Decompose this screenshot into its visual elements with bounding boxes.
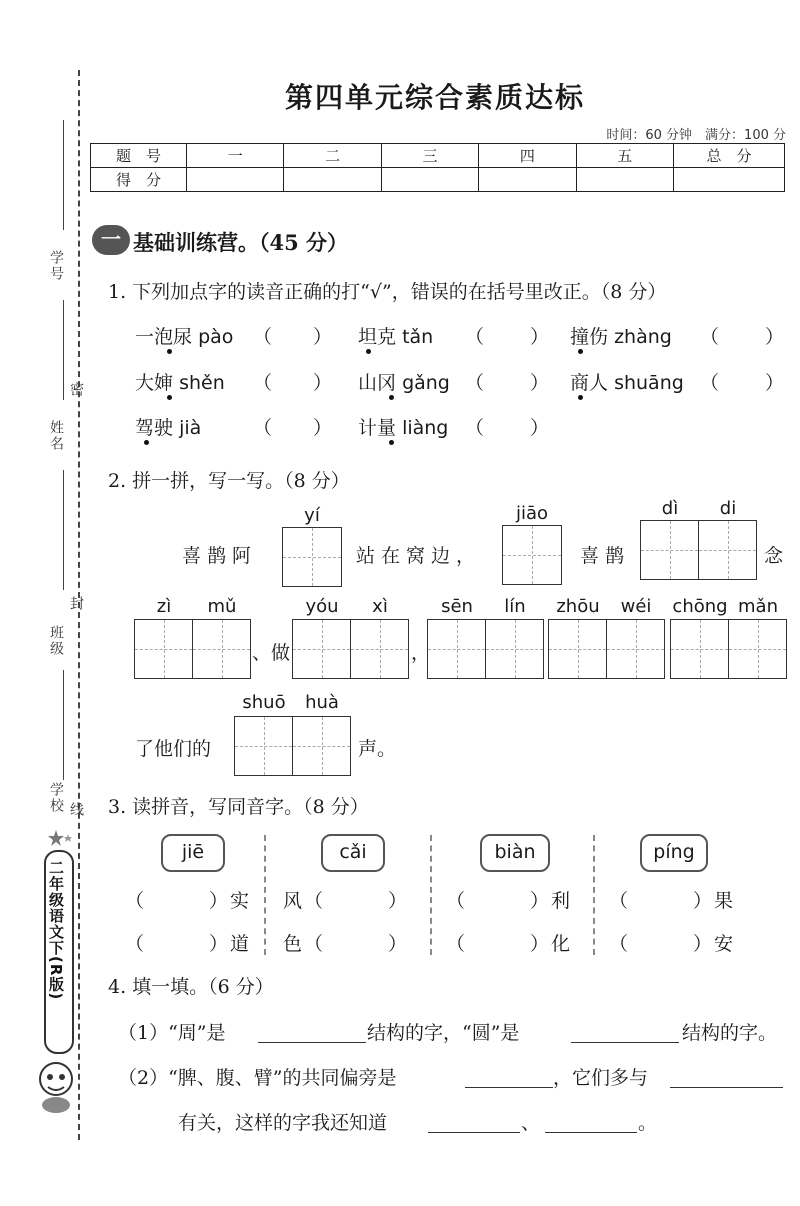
score-input-cell[interactable]	[576, 168, 673, 192]
q2-pinyin: sēn	[441, 596, 473, 617]
tianzige-box[interactable]	[606, 619, 665, 679]
q1-pinyin: shuāng	[614, 372, 684, 394]
q2-text: 声。	[358, 738, 397, 760]
label-xuehao: 学号	[48, 250, 64, 282]
tianzige-box[interactable]	[192, 619, 251, 679]
q1-paren: ）	[765, 372, 785, 394]
score-table	[90, 143, 785, 192]
page-title: 第四单元综合素质达标	[284, 81, 585, 114]
q2-text: 喜鹊	[580, 545, 631, 567]
q2-pinyin: chōng	[672, 596, 728, 617]
q1-paren: ）	[313, 417, 333, 439]
q1-word: 坦克	[358, 326, 397, 348]
q3-blank[interactable]: （ ）果	[609, 890, 736, 912]
q2-pinyin: jiāo	[515, 503, 549, 524]
tianzige-box[interactable]	[640, 520, 699, 580]
q4-blank-line[interactable]	[545, 1110, 637, 1133]
q1-paren: （	[465, 417, 485, 439]
q2-pinyin: mǎn	[738, 596, 778, 617]
score-header-cell: 五	[576, 144, 673, 168]
q3-pinyin-pill: cǎi	[321, 834, 385, 872]
q3-blank[interactable]: 风（ ）	[283, 890, 410, 912]
q3-blank[interactable]: （ ）利	[446, 890, 573, 912]
label-xuexiao: 学校	[48, 782, 64, 814]
q1-pinyin: zhàng	[614, 326, 672, 348]
name-line-top	[63, 300, 64, 400]
q2-pinyin: huà	[305, 692, 339, 713]
label-mi: 密	[68, 382, 84, 398]
emphasis-dot	[167, 395, 172, 400]
tianzige-box[interactable]	[502, 525, 562, 585]
q1-paren: ）	[313, 372, 333, 394]
score-header-cell: 一	[187, 144, 284, 168]
score-input-cell[interactable]	[187, 168, 284, 192]
q2-text: ，	[411, 642, 431, 664]
q2-text: 、做	[252, 642, 291, 664]
q4-text: （1）“周”是	[118, 1022, 226, 1044]
emphasis-dot	[578, 349, 583, 354]
q3-blank[interactable]: （ ）道	[125, 933, 252, 955]
emphasis-dot	[389, 440, 394, 445]
q2-pinyin: mǔ	[207, 596, 237, 617]
column-divider	[264, 835, 266, 955]
q1-word: 一泡尿	[135, 326, 193, 348]
score-input-cell[interactable]	[381, 168, 478, 192]
q1-paren: （	[253, 372, 273, 394]
emphasis-dot	[578, 395, 583, 400]
q4-text: 、	[521, 1112, 541, 1134]
tianzige-box[interactable]	[670, 619, 729, 679]
section-badge: 一	[92, 225, 130, 255]
q1-pinyin: gǎng	[402, 372, 450, 394]
q4-text: ，它们多与	[553, 1067, 649, 1089]
q1-paren: （	[465, 372, 485, 394]
q1-paren: ）	[765, 326, 785, 348]
q3-pinyin-pill: jiē	[161, 834, 225, 872]
q2-pinyin: zhōu	[556, 596, 600, 617]
q1-pinyin: pào	[198, 326, 234, 348]
q3-blank[interactable]: 色（ ）	[283, 933, 410, 955]
q4-text: 有关，这样的字我还知道	[178, 1112, 388, 1134]
tianzige-box[interactable]	[698, 520, 757, 580]
book-spine-badge	[40, 830, 74, 1110]
name-line	[63, 470, 64, 590]
emphasis-dot	[144, 440, 149, 445]
q4-text: 结构的字，“圆”是	[367, 1022, 520, 1044]
emphasis-dot	[167, 349, 172, 354]
q4-blank-line[interactable]	[571, 1020, 679, 1043]
section-title: 基础训练营。（45 分）	[133, 230, 349, 255]
time-score-info: 时间：60 分钟 满分：100 分	[606, 128, 786, 143]
score-header-cell: 四	[479, 144, 576, 168]
q2-pinyin: yóu	[305, 596, 339, 617]
xuehao-line	[63, 120, 64, 230]
q2-text: 了他们的	[135, 738, 212, 760]
tianzige-box[interactable]	[350, 619, 409, 679]
emphasis-dot	[366, 349, 371, 354]
label-feng: 封	[68, 596, 84, 612]
q3-blank[interactable]: （ ）实	[125, 890, 252, 912]
tianzige-box[interactable]	[485, 619, 544, 679]
q4-text: 。	[638, 1112, 658, 1134]
q1-word: 撞伤	[570, 326, 609, 348]
q1-paren: ）	[530, 372, 550, 394]
q1-pinyin: liàng	[402, 417, 449, 439]
q4-blank-line[interactable]	[428, 1110, 520, 1133]
class-line	[63, 670, 64, 780]
q2-pinyin: zì	[156, 596, 172, 617]
q4-blank-line[interactable]	[258, 1020, 366, 1043]
score-header-cell: 题 号	[91, 144, 187, 168]
q2-pinyin: xì	[372, 596, 388, 617]
star-icon	[48, 830, 76, 850]
tianzige-box[interactable]	[292, 716, 351, 776]
tianzige-box[interactable]	[427, 619, 486, 679]
q3-prompt: 3. 读拼音，写同音字。（8 分）	[108, 796, 369, 818]
tianzige-box[interactable]	[292, 619, 351, 679]
q1-pinyin: tǎn	[402, 326, 434, 348]
tianzige-box[interactable]	[134, 619, 193, 679]
tianzige-box[interactable]	[728, 619, 787, 679]
q1-word: 山冈	[358, 372, 397, 394]
q4-blank-line[interactable]	[465, 1065, 553, 1088]
label-xingming: 姓名	[48, 420, 64, 452]
q2-pinyin: shuō	[242, 692, 286, 713]
q1-paren: ）	[530, 417, 550, 439]
q2-text: 站在窝边，	[356, 545, 482, 567]
q3-pinyin-pill: biàn	[480, 834, 550, 872]
column-divider	[593, 835, 595, 955]
q2-pinyin: lín	[504, 596, 526, 617]
score-input-cell[interactable]	[284, 168, 381, 192]
emphasis-dot	[389, 395, 394, 400]
q2-pinyin: yí	[304, 505, 320, 526]
q3-pinyin-pill: píng	[640, 834, 708, 872]
q1-pinyin: shěn	[179, 372, 225, 394]
score-header-cell: 总 分	[674, 144, 785, 168]
q3-blank[interactable]: （ ）安	[609, 933, 736, 955]
tianzige-box[interactable]	[234, 716, 293, 776]
q1-pinyin: jià	[179, 417, 202, 439]
q1-word: 计量	[358, 417, 397, 439]
spine-text: 二年级语文下(R版)	[47, 860, 65, 1001]
q1-paren: （	[700, 326, 720, 348]
score-header-cell: 三	[381, 144, 478, 168]
score-input-cell[interactable]	[674, 168, 785, 192]
q4-text: （2）“脾、腹、臂”的共同偏旁是	[118, 1067, 397, 1089]
q4-prompt: 4. 填一填。（6 分）	[108, 976, 274, 998]
q1-paren: ）	[530, 326, 550, 348]
label-xian: 线	[68, 802, 84, 818]
q1-word: 商人	[570, 372, 609, 394]
q1-paren: ）	[313, 326, 333, 348]
q2-pinyin: wéi	[620, 596, 652, 617]
score-input-cell[interactable]	[479, 168, 576, 192]
q1-paren: （	[253, 326, 273, 348]
q2-pinyin: di	[719, 498, 737, 519]
q2-pinyin: dì	[661, 498, 679, 519]
q1-prompt: 1. 下列加点字的读音正确的打“√”，错误的在括号里改正。（8 分）	[108, 281, 667, 303]
q4-blank-line[interactable]	[670, 1065, 783, 1088]
q1-paren: （	[253, 417, 273, 439]
tianzige-box[interactable]	[548, 619, 607, 679]
q2-text: 喜鹊阿	[182, 545, 258, 567]
cartoon-mascot-icon	[34, 1055, 78, 1115]
q1-word: 大婶	[135, 372, 174, 394]
label-banji: 班级	[48, 625, 64, 657]
q2-text: 念	[764, 545, 784, 567]
q4-text: 结构的字。	[682, 1022, 778, 1044]
tianzige-box[interactable]	[282, 527, 342, 587]
q2-prompt: 2. 拼一拼，写一写。（8 分）	[108, 470, 350, 492]
score-header-cell: 二	[284, 144, 381, 168]
score-row-label: 得 分	[91, 168, 187, 192]
q1-paren: （	[700, 372, 720, 394]
q1-paren: （	[465, 326, 485, 348]
q3-blank[interactable]: （ ）化	[446, 933, 573, 955]
q1-word: 驾驶	[135, 417, 174, 439]
column-divider	[430, 835, 432, 955]
